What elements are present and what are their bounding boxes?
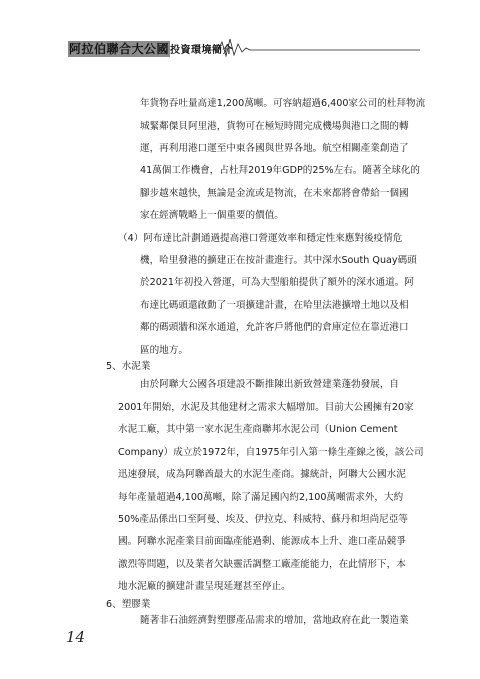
- text-line: 2001年開始，水泥及其他建材之需求大幅增加。目前大公國擁有20家: [118, 402, 414, 413]
- text-line: Company）成立於1972年，自1975年引入第一條生產線之後，該公司: [118, 447, 424, 458]
- text-line: 水泥工廠，其中第一家水泥生產商聯邦水泥公司（Union Cement: [118, 424, 398, 435]
- text-line: 運，再利用港口運至中東各國與世界各地。航空相關產業創造了: [140, 143, 409, 154]
- text-line: 50%產品係出口至阿曼、埃及、伊拉克、科威特、蘇丹和坦尚尼亞等: [118, 514, 408, 525]
- text-line: 由於阿聯大公國各項建設不斷推陳出新致營建業蓬勃發展，自: [140, 379, 400, 390]
- text-line: （4）阿布達比計劃通過提高港口營運效率和穩定性來應對後疫情危: [118, 233, 403, 244]
- text-line: 於2021年初投入營運，可為大型船舶提供了額外的深水通道。阿: [140, 277, 414, 288]
- text-line: 布達比碼頭還啟動了一項擴建計畫，在哈里法港擴增土地以及相: [140, 300, 409, 311]
- page-number: 14: [66, 628, 86, 646]
- text-line: 鄰的碼頭牆和深水通道，允許客戶將他們的倉庫定位在靠近港口: [140, 322, 409, 333]
- text-line: 41萬個工作機會，占杜拜2019年GDP的25%左右。隨著全球化的: [140, 165, 421, 176]
- text-line: 家在經濟戰略上一個重要的價值。: [140, 210, 284, 221]
- text-line: 區的地方。: [140, 345, 188, 356]
- text-line: 迅速發展，成為阿聯酋最大的水泥生產商。據統計，阿聯大公國水泥: [118, 469, 406, 480]
- text-line: 年貨物吞吐量高達1,200萬噸。可容納超過6,400家公司的杜拜物流: [140, 98, 426, 109]
- text-line: 腳步越來越快，無論是金流或是物流，在未來都將會帶給一個國: [140, 188, 409, 199]
- text-line: 地水泥廠的擴建計畫呈現延遲甚至停止。: [118, 581, 291, 592]
- text-line: 隨著非石油經濟對塑膠產品需求的增加，當地政府在此一製造業: [140, 615, 409, 626]
- header-title-main: 阿拉伯聯合大公國: [69, 42, 170, 56]
- text-line: 每年產量超過4,100萬噸，除了滿足國內約2,100萬噸需求外，大約: [118, 492, 404, 503]
- text-line: 機，哈里發港的擴建正在按計畫進行。其中深水South Quay碼頭: [140, 255, 417, 266]
- header-title-sub: 投資環境簡介: [170, 45, 234, 56]
- text-line: 激烈等問題，以及業者欠缺靈活調整工廠產能能力，在此情形下，本: [118, 559, 406, 570]
- section-heading: 5、水泥業: [106, 361, 151, 372]
- text-line: 城緊鄰傑貝阿里港，貨物可在極短時間完成機場與港口之間的轉: [140, 121, 409, 132]
- text-line: 國。阿聯水泥產業目前面臨產能過剩、能源成本上升、進口產品競爭: [118, 536, 406, 547]
- section-heading: 6、塑膠業: [106, 599, 151, 610]
